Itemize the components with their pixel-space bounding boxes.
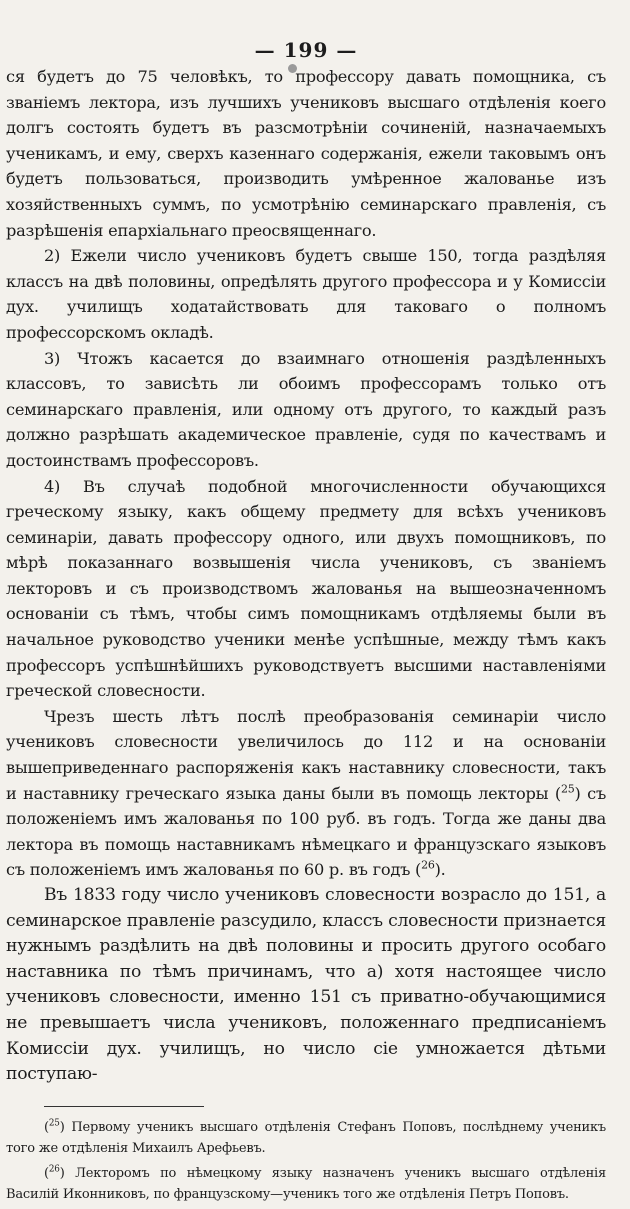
paragraph-item-3: 3) Чтожъ касается до взаимнаго отношенія раздѣленныхъ классовъ, то зависѣть ли обоимъ профессорамъ только отъ семинарскаго правленія, или одному отъ другого, то каждый разъ должно разрѣшать академическое правленіе, судя по качествамъ и достоинствамъ профессоровъ. — [6, 348, 606, 470]
paragraph-item-2: 2) Ежели число учениковъ будетъ свыше 150, тогда раздѣляя классъ на двѣ половины, опредѣлять другого профессора и у Комиссіи дух. училищъ ходатайствовать для таковаго о полномъ профессорскомъ окладѣ. — [6, 246, 606, 342]
footnote-divider — [44, 1106, 204, 1107]
paragraph-text: Чрезъ шесть лѣтъ послѣ преобразованія семинаріи число учениковъ словесности увеличилось до 112 и на основаніи вышеприведеннаго распоряженія какъ наставнику словесности, такъ и наставнику греческаго языка даны были въ помощь лекторы ( — [6, 706, 606, 803]
paragraph-text: ) съ положеніемъ имъ жалованья по 100 руб. въ годъ. Тогда же даны два лектора въ помощь наставникамъ нѣмецкаго и французскаго языковъ съ положеніемъ имъ жалованья по 60 р. въ годъ ( — [6, 783, 606, 880]
book-page — [6, 38, 606, 1209]
footnote-ref-26[interactable]: 26 — [421, 859, 435, 873]
footnote-ref-25[interactable]: 25 — [560, 782, 575, 796]
footnote-26: ($^{26}$) Лекторомъ по нѣмецкому языку назначенъ ученикъ высшаго отдѣленія Василій Иконниковъ, по французскому—ученикъ того же отдѣленія Петръ Поповъ. — [6, 1164, 606, 1202]
paragraph-six-years — [6, 704, 606, 883]
main-text — [6, 64, 606, 1088]
paragraph-text: ). — [434, 860, 446, 880]
paragraph-item-4: 4) Въ случаѣ подобной многочисленности обучающихся греческому языку, какъ общему предмету для всѣхъ учениковъ семинаріи, давать профессору одного, или двухъ помощниковъ, по мѣрѣ показаннаго возвышенія числа учениковъ, съ званіемъ лекторовъ и съ производствомъ жалованья на вышеозначенномъ основаніи съ тѣмъ, чтобы симъ помощникамъ отдѣляемы были въ начальное руководство ученики менѣе успѣшные, между тѣмъ какъ профессоръ успѣшнѣйшихъ руководствуетъ высшими наставленіями греческой словесности. — [6, 476, 606, 701]
footnote-text: Лекторомъ по нѣмецкому языку назначенъ ученикъ высшаго отдѣленія Василій Иконниковъ, по французскому—ученикъ того же отдѣленія Петръ Поповъ. — [6, 1165, 606, 1202]
footnote-number: 25 — [48, 1118, 60, 1129]
footnote-text: Первому ученикъ высшаго отдѣленія Стефанъ Поповъ, послѣднему ученикъ того же отдѣленія Михаилъ Арефьевъ. — [6, 1119, 606, 1156]
page-number: — 199 — — [254, 38, 358, 62]
paragraph-continuation: ся будетъ до 75 человѣкъ, то профессору давать помощника, съ званіемъ лектора, изъ лучшихъ учениковъ высшаго отдѣленія коего долгъ состоять будетъ въ разсмотрѣніи сочиненій, назначаемыхъ ученикамъ, и ему, сверхъ казеннаго содержанія, ежели таковымъ онъ будетъ пользоваться, производить умѣренное жалованье изъ хозяйственныхъ суммъ, по усмотрѣнію семинарскаго правленія, съ разрѣшенія епархіальнаго преосвященнаго. — [6, 67, 606, 240]
footnote-number: 26 — [48, 1164, 60, 1175]
paragraph-1833: Въ 1833 году число учениковъ словесности возрасло до 151, а семинарское правленіе разсудило, классъ словесности признается нужнымъ раздѣлить на двѣ половины и просить другого особаго наставника по тѣмъ причинамъ, что а) хотя настоящее число учениковъ словесности, именно 151 съ приватно-обучающимися не превышаетъ числа учениковъ, положеннаго предписаніемъ Комиссіи дух. училищъ, но число сіе умножается дѣтьми поступаю- — [6, 885, 606, 1085]
footnote-25: ($^{25}$) Первому ученикъ высшаго отдѣленія Стефанъ Поповъ, послѣднему ученикъ того же отдѣленія Михаилъ Арефьевъ. — [6, 1118, 606, 1156]
